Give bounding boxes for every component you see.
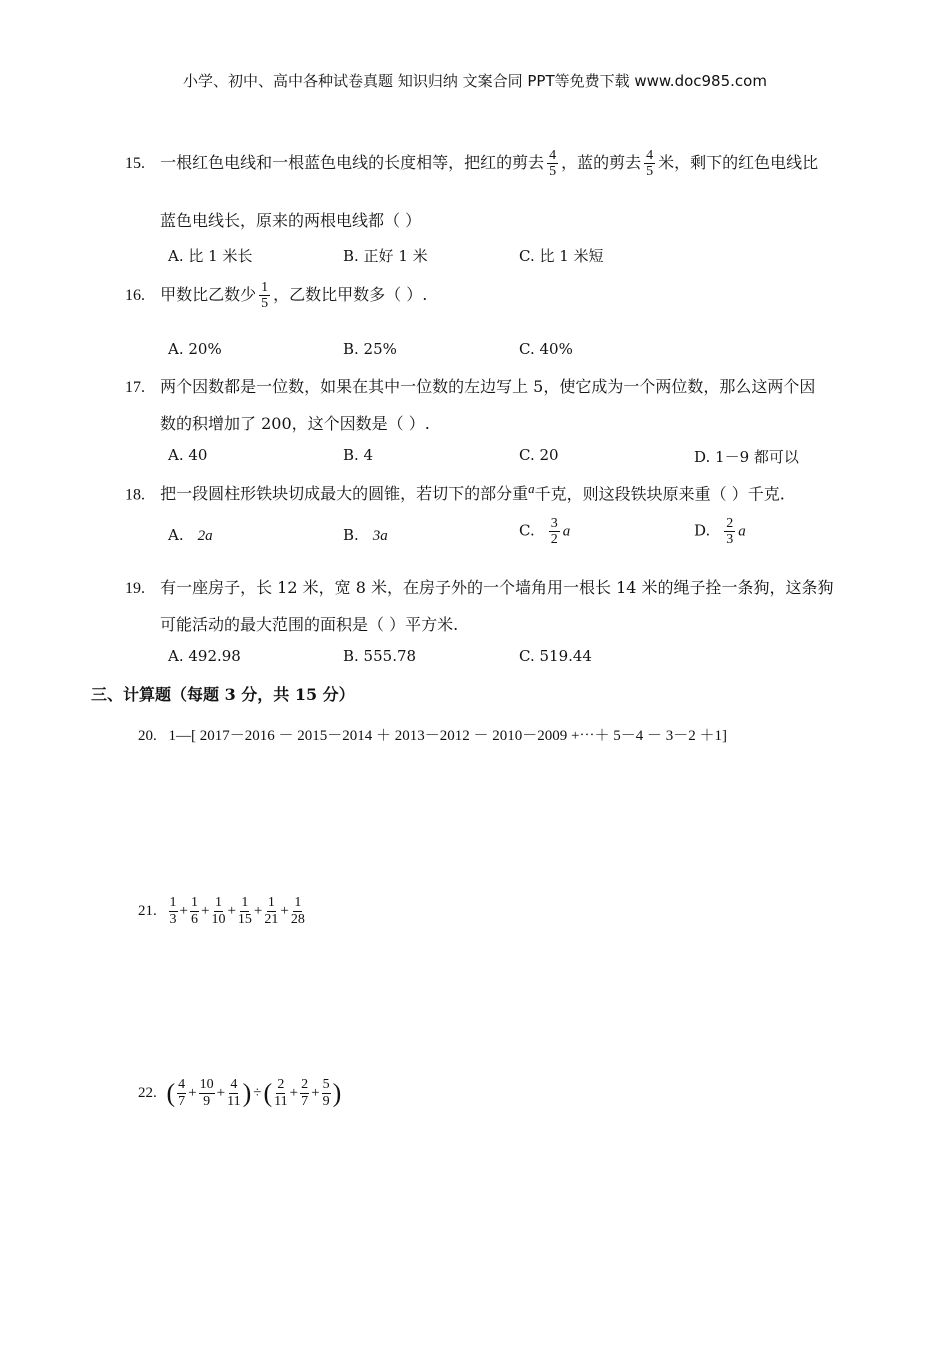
expression: 1—[ 2017－2016 － 2015－2014 ＋ 2013－2012 － 2010－2009 +⋯＋ 5－4 － 3－2 ＋1] — [168, 728, 727, 744]
question-15-line2: 蓝色电线长，原来的两根电线都（ ） — [160, 211, 422, 230]
section-heading: 三、计算题（每题 3 分，共 15 分） — [91, 685, 355, 704]
fraction: $\frac{5}{9}$ — [322, 1077, 330, 1109]
fraction: $\frac{4}{5}$ — [549, 148, 557, 179]
fraction: $\frac{1}{10}$ — [211, 895, 226, 927]
question-number: 21. — [138, 903, 157, 919]
question-16: 16. 甲数比乙数少 $\frac{1}{5}$ ，乙数比甲数多（ ）. — [125, 280, 428, 311]
question-18: 18. 把一段圆柱形铁块切成最大的圆锥，若切下的部分重$^a$千克，则这段铁块原来重（ ）千克. — [125, 481, 785, 504]
question-number: 16. — [125, 287, 145, 304]
fraction: $\frac{2}{7}$ — [301, 1077, 309, 1109]
option-c: C. 519.44 — [519, 647, 592, 665]
question-19-line2: 可能活动的最大范围的面积是（ ）平方米. — [160, 615, 459, 634]
option-a: A. 492.98 — [168, 647, 241, 665]
fraction: $\frac{4}{5}$ — [646, 148, 654, 179]
option-a: A. 2a — [168, 526, 213, 544]
question-19: 19. 有一座房子，长 12 米，宽 8 米，在房子外的一个墙角用一根长 14 米的绳子拴一条狗，这条狗 — [125, 578, 834, 597]
question-15: 15. 一根红色电线和一根蓝色电线的长度相等，把红的剪去 $\frac{4}{5}$ ，蓝的剪去 $\frac{4}{5}$ 米，剩下的红色电线比 — [125, 148, 819, 179]
expression: ( $\frac{4}{7}$ + $\frac{10}{9}$ + $\frac{4}{11}$ ) ÷( $\frac{2}{11}$ + $\frac{2}{7}$ + $\frac{5}{9}$ ) — [166, 1077, 342, 1109]
expression: $\frac{1}{3}$ + $\frac{1}{6}$ + $\frac{1}{10}$ + $\frac{1}{15}$ + $\frac{1}{21}$ + $\frac{1}{28}$ — [169, 895, 305, 927]
fraction: $\frac{10}{9}$ — [199, 1077, 214, 1109]
fraction: $\frac{1}{21}$ — [264, 895, 279, 927]
question-17: 17. 两个因数都是一位数，如果在其中一位数的左边写上 5，使它成为一个两位数，那么这两个因 — [125, 377, 816, 396]
question-20 — [138, 724, 727, 745]
question-17-line2: 数的积增加了 200，这个因数是（ ）. — [160, 414, 430, 433]
option-d: D. $\frac{2}{3}$ a — [694, 516, 746, 547]
question-number: 18. — [125, 486, 145, 504]
option-a: A. 40 — [168, 446, 208, 464]
option-b: B. 25% — [343, 340, 397, 358]
question-number: 15. — [125, 155, 145, 172]
fraction: $\frac{1}{6}$ — [190, 895, 198, 927]
option-d: D. 1－9 都可以 — [694, 448, 799, 466]
question-21 — [138, 895, 307, 928]
fraction: $\frac{1}{5}$ — [261, 280, 269, 311]
fraction: $\frac{1}{28}$ — [290, 895, 305, 927]
question-number: 19. — [125, 580, 145, 597]
fraction: $\frac{4}{11}$ — [227, 1077, 241, 1109]
fraction: $\frac{1}{15}$ — [237, 895, 252, 927]
fraction: $\frac{1}{3}$ — [169, 895, 177, 927]
option-a: A. 比 1 米长 — [168, 247, 253, 265]
option-b: B. 3a — [343, 526, 388, 544]
question-22 — [138, 1077, 341, 1110]
option-c: C. 20 — [519, 446, 559, 464]
option-c: C. $\frac{3}{2}$ a — [519, 516, 571, 547]
page-header: 小学、初中、高中各种试卷真题 知识归纳 文案合同 PPT等免费下载 www.doc985.com — [183, 72, 767, 90]
option-c: C. 40% — [519, 340, 573, 358]
option-b: B. 4 — [343, 446, 374, 464]
option-b: B. 正好 1 米 — [343, 247, 428, 265]
question-number: 22. — [138, 1085, 157, 1101]
fraction: $\frac{2}{11}$ — [274, 1077, 288, 1109]
option-c: C. 比 1 米短 — [519, 247, 604, 265]
question-number: 17. — [125, 379, 145, 396]
option-a: A. 20% — [168, 340, 222, 358]
fraction: $\frac{4}{7}$ — [178, 1077, 186, 1109]
question-number: 20. — [138, 728, 157, 744]
option-b: B. 555.78 — [343, 647, 417, 665]
